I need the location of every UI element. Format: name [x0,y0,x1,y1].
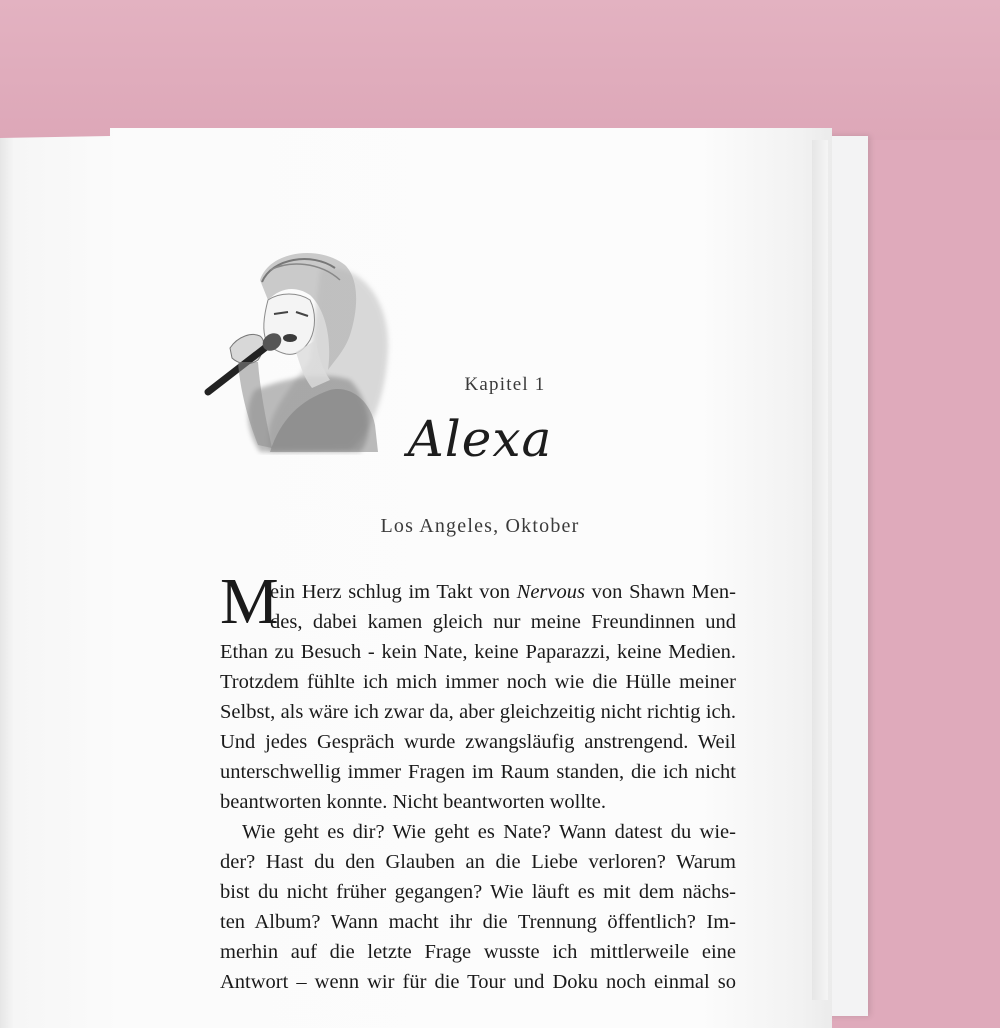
text-line: Trotzdem fühlte ich mich immer noch wie die Hülle meiner [220,671,736,693]
text-line: bist du nicht früher gegangen? Wie läuft es mit dem nächs- [220,881,736,903]
singer-with-microphone-icon [200,240,395,455]
text-line: Selbst, als wäre ich zwar da, aber gleichzeitig nicht richtig ich. [220,701,736,723]
text-line: Ethan zu Besuch - kein Nate, keine Paparazzi, keine Medien. [220,641,736,663]
chapter-body [220,565,736,997]
text-line: ten Album? Wann macht ihr die Trennung öffentlich? Im- [220,911,736,933]
page-edge [812,140,828,1000]
text-line: Und jedes Gespräch wurde zwangsläufig anstrengend. Weil [220,731,736,753]
paragraph-1-opening [220,565,736,638]
background [0,0,1000,140]
chapter-title: Alexa [407,410,553,468]
text-line: Wie geht es dir? Wie geht es Nate? Wann datest du wie- [242,821,736,843]
text-line: ein Herz schlug im Takt von Nervous von Shawn Men- [270,581,736,603]
text-line: beantworten konnte. Nicht beantworten wollte. [220,791,606,813]
text-line: Antwort – wenn wir für die Tour und Doku noch einmal so [220,971,736,993]
text-line: merhin auf die letzte Frage wusste ich mittlerweile eine [220,941,736,963]
text-line: der? Hast du den Glauben an die Liebe verloren? Warum [220,851,736,873]
text-line: des, dabei kamen gleich nur meine Freundinnen und [270,611,736,633]
drop-cap: M [220,565,279,638]
chapter-place-date: Los Angeles, Oktober [380,515,580,537]
text-line: unterschwellig immer Fragen im Raum standen, die ich nicht [220,761,736,783]
chapter-number: Kapitel 1 [464,374,546,395]
